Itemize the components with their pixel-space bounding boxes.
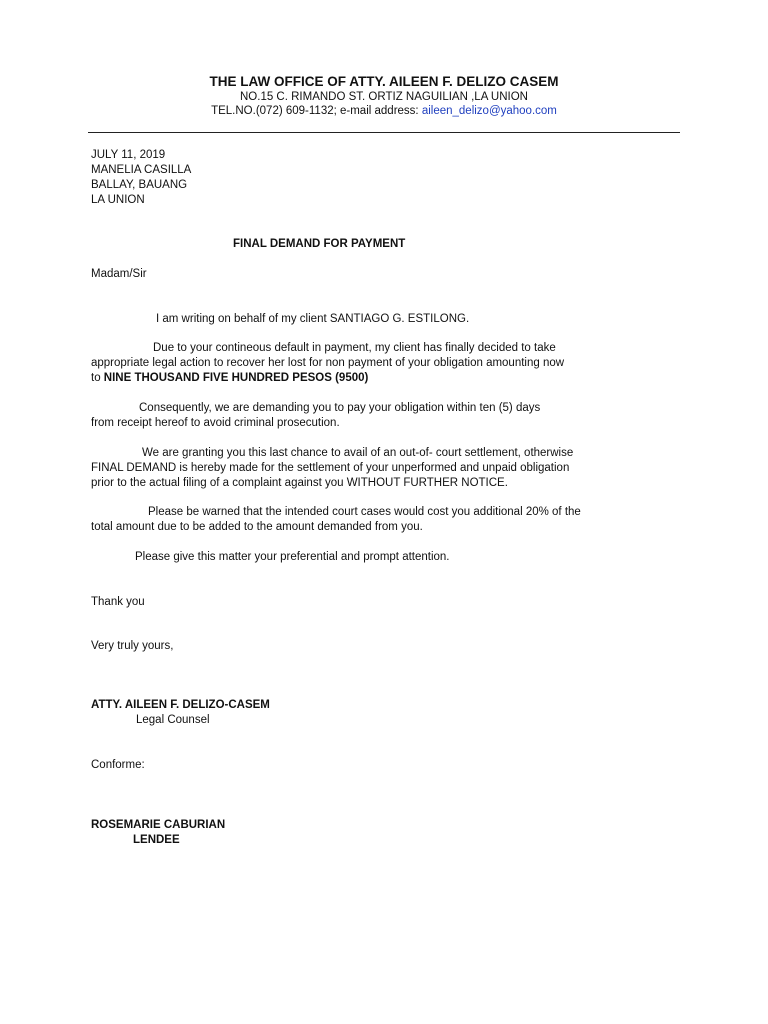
letterhead-address: NO.15 C. RIMANDO ST. ORTIZ NAGUILIAN ,LA UNION <box>240 91 528 103</box>
body-paragraph-5-line2: total amount due to be added to the amount demanded from you. <box>91 521 423 533</box>
recipient-address-line1: BALLAY, BAUANG <box>91 179 188 191</box>
letterhead-email-link[interactable]: aileen_delizo@yahoo.com <box>421 105 557 117</box>
body-paragraph-4-line3: prior to the actual filing of a complaint against you WITHOUT FURTHER NOTICE. <box>91 477 508 489</box>
body-paragraph-1: I am writing on behalf of my client SANTIAGO G. ESTILONG. <box>156 313 470 325</box>
demand-amount: NINE THOUSAND FIVE HUNDRED PESOS (9500) <box>103 372 369 384</box>
closing-thanks: Thank you <box>91 596 145 608</box>
body-paragraph-3-line2: from receipt hereof to avoid criminal prosecution. <box>91 417 340 429</box>
body-paragraph-2-line1: Due to your contineous default in payment, my client has finally decided to take <box>153 342 556 354</box>
conforme-label: Conforme: <box>91 759 145 771</box>
closing-sign-off: Very truly yours, <box>91 640 174 652</box>
letter-subject: FINAL DEMAND FOR PAYMENT <box>233 238 406 250</box>
body-paragraph-2-line3 <box>91 371 368 386</box>
signatory-title: Legal Counsel <box>136 714 210 726</box>
letter-salutation: Madam/Sir <box>91 268 147 280</box>
body-paragraph-6: Please give this matter your preferential and prompt attention. <box>135 551 450 563</box>
letterhead-divider <box>88 132 680 133</box>
letterhead-contact <box>0 104 768 119</box>
signatory-name: ATTY. AILEEN F. DELIZO-CASEM <box>91 699 270 711</box>
body-paragraph-3-line1: Consequently, we are demanding you to pay your obligation within ten (5) days <box>139 402 541 414</box>
letterhead-contact-prefix: TEL.NO.(072) 609-1132; e-mail address: <box>211 105 422 117</box>
letter-date: JULY 11, 2019 <box>91 149 166 161</box>
body-paragraph-4-line1: We are granting you this last chance to avail of an out-of- court settlement, otherwise <box>142 447 574 459</box>
body-paragraph-4-line2: FINAL DEMAND is hereby made for the settlement of your unperformed and unpaid obligation <box>91 462 570 474</box>
conforme-title: LENDEE <box>133 834 180 846</box>
body-paragraph-2-line2: appropriate legal action to recover her lost for non payment of your obligation amounting now <box>91 357 565 369</box>
letterhead-title: THE LAW OFFICE OF ATTY. AILEEN F. DELIZO CASEM <box>209 74 559 89</box>
body-paragraph-5-line1: Please be warned that the intended court cases would cost you additional 20% of the <box>148 506 581 518</box>
recipient-address-line2: LA UNION <box>91 194 145 206</box>
conforme-name: ROSEMARIE CABURIAN <box>91 819 226 831</box>
recipient-name: MANELIA CASILLA <box>91 164 192 176</box>
body-paragraph-2-prefix: to <box>91 372 104 384</box>
